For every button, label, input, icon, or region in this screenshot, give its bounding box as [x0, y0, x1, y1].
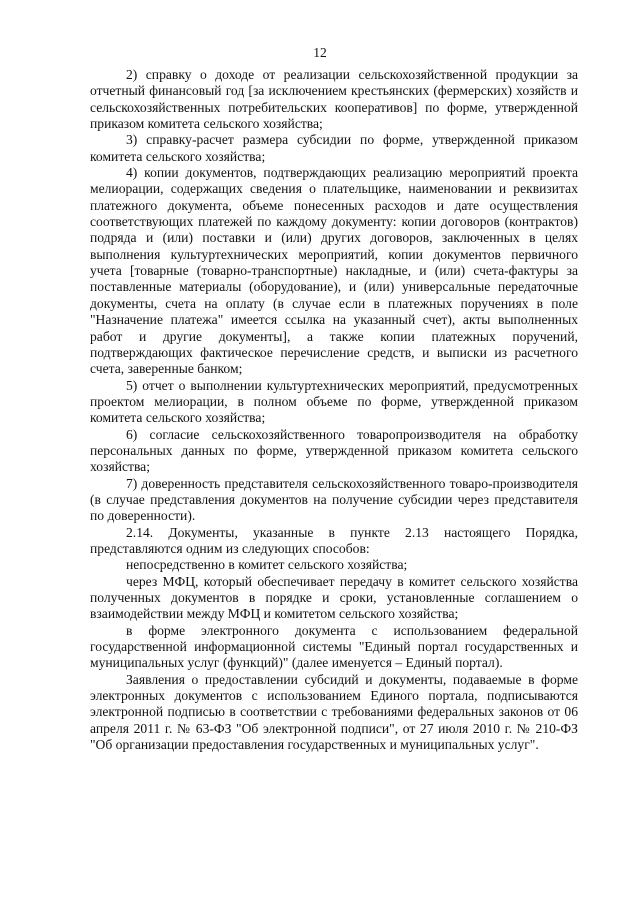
paragraph-method-electronic: в форме электронного документа с использованием федеральной государственной информационной системы "Единый портал государственных и муниципальных услуг (функций)" (далее именуется – Единый портал).: [90, 622, 578, 671]
document-body: [90, 67, 578, 753]
paragraph-section-2-14: 2.14. Документы, указанные в пункте 2.13 настоящего Порядка, представляются одним из следующих способов:: [90, 524, 578, 556]
paragraph-item-6-consent: 6) согласие сельскохозяйственного товаропроизводителя на обработку персональных данных по форме, утвержденной приказом комитета сельского хозяйства;: [90, 426, 578, 475]
paragraph-item-5-report: 5) отчет о выполнении культуртехнических мероприятий, предусмотренных проектом мелиорации, в полном объеме по форме, утвержденной приказом комитета сельского хозяйства;: [90, 377, 578, 426]
paragraph-item-2-income-certificate: 2) справку о доходе от реализации сельскохозяйственной продукции за отчетный финансовый год [за исключением крестьянских (фермерских) хозяйств и сельскохозяйственных потребительских кооперативов] по форме, утвержденной приказом комитета сельского хозяйства;: [90, 67, 578, 132]
paragraph-item-3-subsidy-calculation: 3) справку-расчет размера субсидии по форме, утвержденной приказом комитета сельского хозяйства;: [90, 132, 578, 164]
paragraph-electronic-signature: Заявления о предоставлении субсидий и документы, подаваемые в форме электронных документов с использованием Единого портала, подписываются электронной подписью в соответствии с требованиями федеральных законов от 06 апреля 2011 г. № 63-ФЗ "Об электронной подписи", от 27 июля 2010 г. № 210-ФЗ "Об организации предоставления государственных и муниципальных услуг".: [90, 671, 578, 753]
paragraph-method-mfc: через МФЦ, который обеспечивает передачу в комитет сельского хозяйства полученных документов в порядке и сроки, установленные соглашением о взаимодействии между МФЦ и комитетом сельского хозяйства;: [90, 573, 578, 622]
paragraph-item-7-power-of-attorney: 7) доверенность представителя сельскохозяйственного товаро-производителя (в случае представления документов на получение субсидии через представителя по доверенности).: [90, 475, 578, 524]
page-number: 12: [313, 45, 327, 60]
paragraph-item-4-document-copies: 4) копии документов, подтверждающих реализацию мероприятий проекта мелиорации, содержащих сведения о плательщике, наименовании и реквизитах платежного документа, объеме понесенных расходов и дате осуществления соответствующих платежей по каждому документу: копии договоров (контрактов) подряда и (или) поставки и (или) других договоров, заключенных в целях выполнения культуртехнических мероприятий, копии документов первичного учета [товарные (товарно-транспортные) накладные, и (или) счета-фактуры за поставленные материалы (оборудование), и (или) универсальные передаточные документы, счета на оплату (в случае если в платежных поручениях в поле "Назначение платежа" имеется ссылка на указанный счет), акты выполненных работ и другие документы], а также копии платежных поручений, подтверждающих фактическое перечисление средств, и выписки из расчетного счета, заверенные банком;: [90, 165, 578, 377]
paragraph-method-direct: непосредственно в комитет сельского хозяйства;: [126, 557, 408, 573]
